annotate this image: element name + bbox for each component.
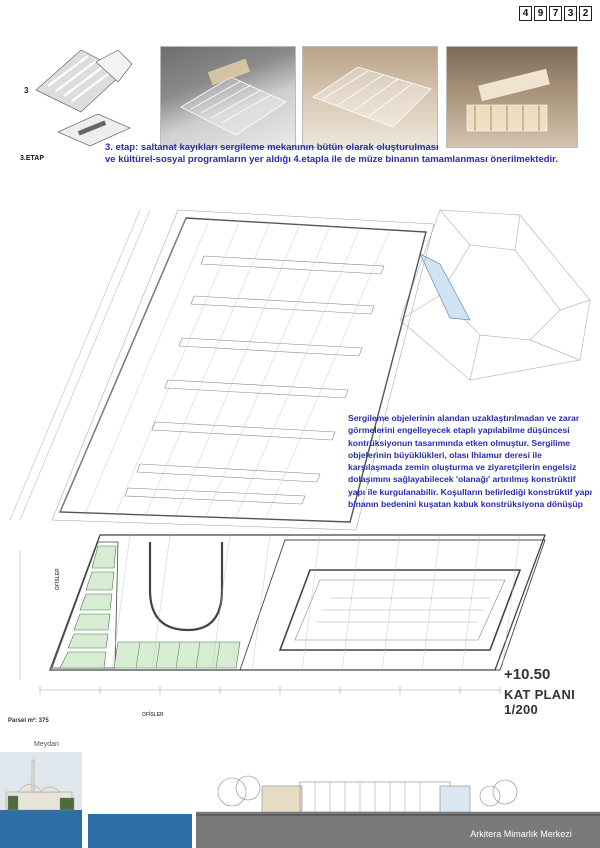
sheet-code-digit: 9 [534, 6, 547, 21]
design-description: Sergileme objelerinin alandan uzaklaştırılmadan ve zarar görmelerini engelleyecek etaplı yapılabilme düşüncesi kontrüksiyonun tasarımında etken olmuştur. Sergilime objelerinin büyüklükleri, olası Ihlamur deresi ile karşılaşmada zemin oluşturma ve ziyaretçilerin engelsiz dolaşımını sağlayabilecek 'olanağı' artırılmış konstrüktif yapı ile kurgulanabilir. Koşulların belirlediği konstrüktif yapı binanın bedenini kuşatan kabuk konstrüksiyona dönüşüp [348, 413, 593, 510]
stage-text-line-2: ve kültürel-sosyal programların yer aldığı 4.etapla ile de müze binanın tamamlanması önerilmektedir. [105, 154, 558, 165]
model-photo-2-image [303, 47, 437, 147]
stage-label: 3.ETAP [20, 155, 44, 162]
site-label: Meydan [34, 741, 59, 748]
sheet-code [519, 6, 592, 21]
sheet-code-digit: 4 [519, 6, 532, 21]
glass-panel [420, 254, 470, 320]
model-photo-1 [160, 46, 296, 148]
model-photo-3-image [447, 47, 577, 147]
plan-title: KAT PLANI 1/200 [504, 687, 576, 717]
stage-number: 3 [24, 86, 29, 95]
parcel-area: Parsel m²: 375 [8, 718, 49, 724]
model-photo-3 [446, 46, 578, 148]
stage-text [105, 142, 575, 166]
stage-diagram [26, 42, 146, 152]
elevation-drawing [196, 776, 600, 812]
sheet-code-digit: 3 [564, 6, 577, 21]
offices-label-bottom: OFİSLER [142, 712, 164, 718]
stage-text-line-1: 3. etap: saltanat kayıkları sergileme mekanının bütün olarak oluşturulması [105, 142, 439, 153]
model-photo-2 [302, 46, 438, 148]
lower-floor-plan [20, 535, 545, 694]
offices-label-vertical: OFİSLER [55, 568, 61, 590]
model-photo-1-image [161, 47, 295, 147]
sheet-code-digit: 2 [579, 6, 592, 21]
footer-credit: Arkitera Mimarlık Merkezi [448, 826, 594, 842]
water-strip [88, 814, 192, 848]
roof-outline [400, 210, 590, 380]
plan-level: +10.50 [504, 666, 551, 683]
sheet-code-digit: 7 [549, 6, 562, 21]
